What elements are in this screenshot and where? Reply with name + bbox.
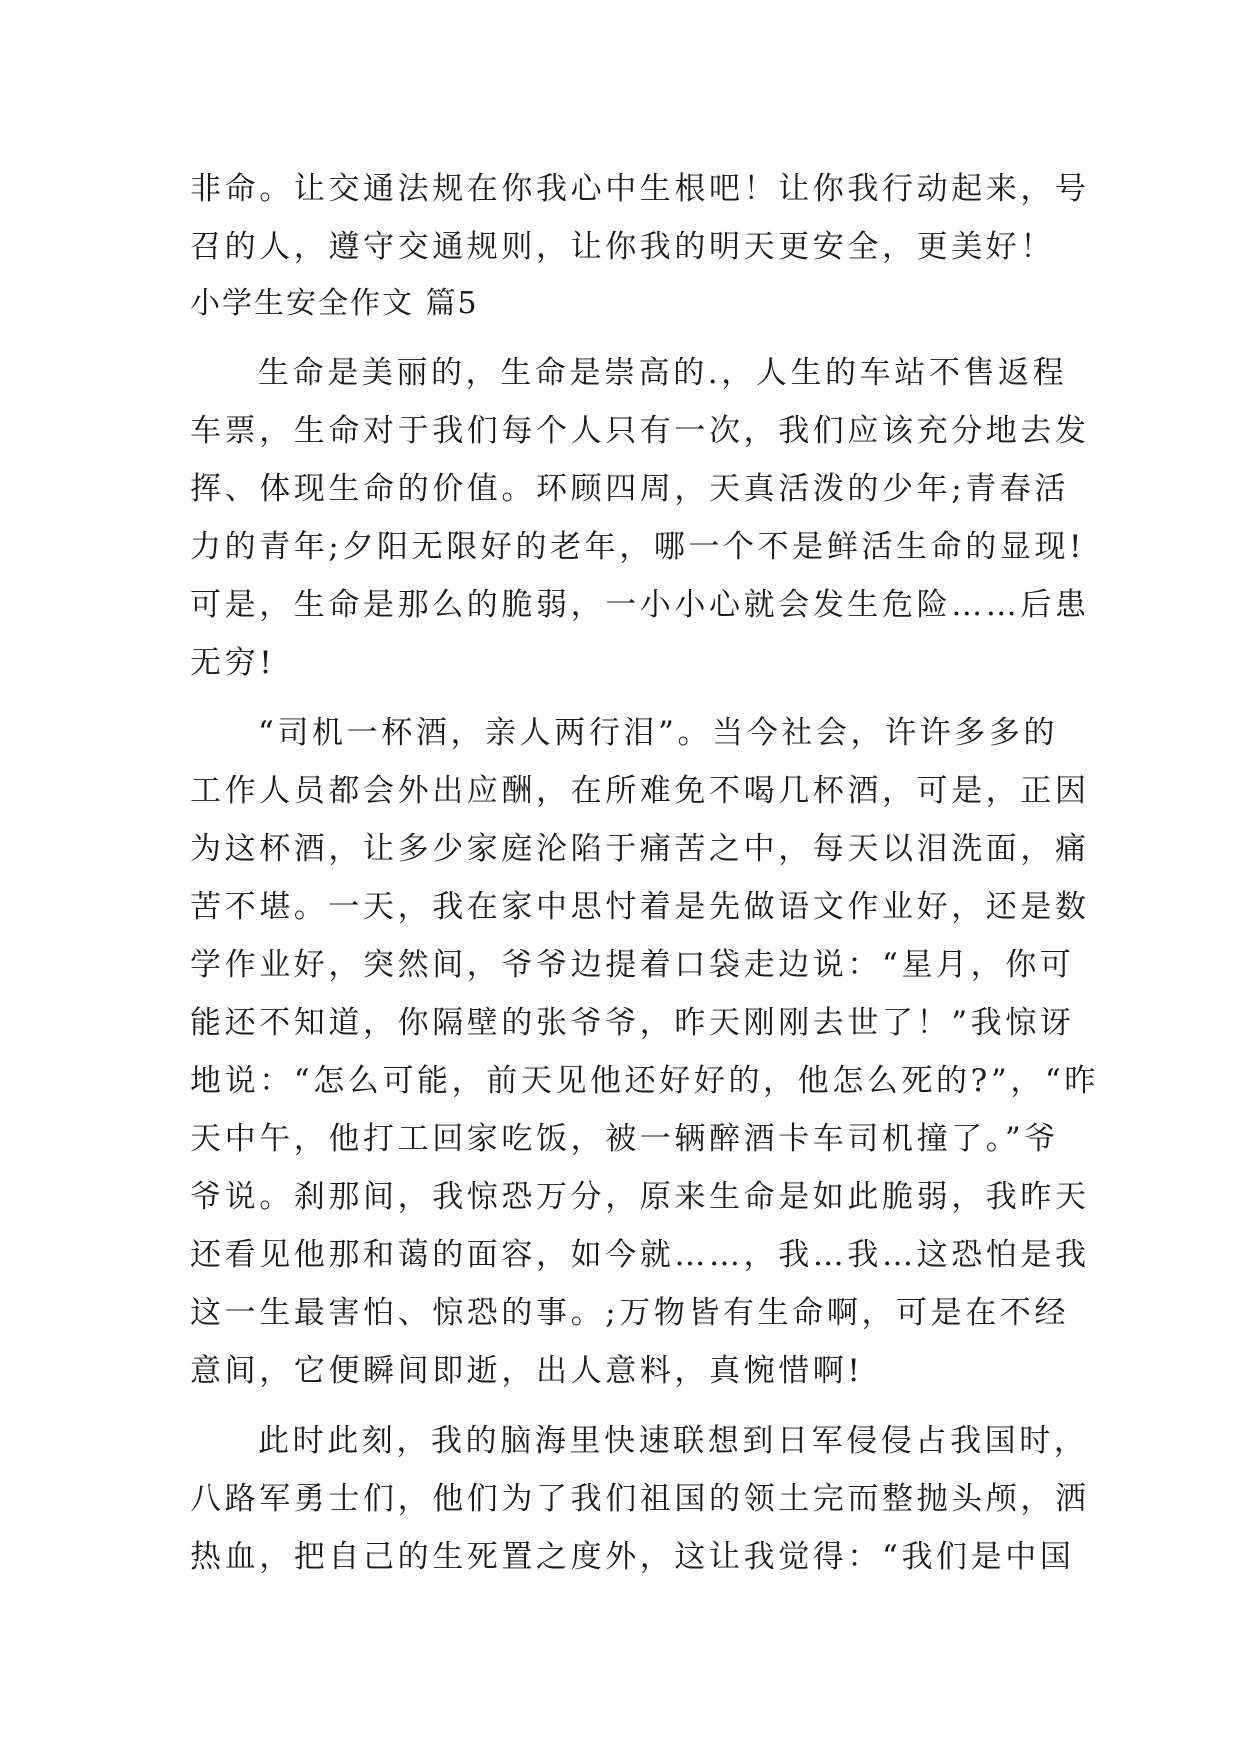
paragraph-3	[190, 1412, 1090, 1586]
text-line: 这一生最害怕、惊恐的事。;万物皆有生命啊，可是在不经	[190, 1295, 1070, 1331]
text-line: 挥、体现生命的价值。环顾四周，天真活泼的少年;青春活	[190, 471, 1070, 507]
text-line: 意间，它便瞬间即逝，出人意料，真惋惜啊!	[190, 1353, 864, 1389]
section-heading: 小学生安全作文 篇5	[190, 286, 479, 321]
paragraph-spacer	[190, 1400, 1058, 1412]
text-line: 地说：“怎么可能，前天见他还好好的，他怎么死的?”，“昨	[190, 1063, 1099, 1099]
paragraph-spacer	[190, 332, 1058, 344]
text-line: 可是，生命是那么的脆弱，一小小心就会发生危险……后患	[190, 587, 1090, 623]
text-line: 此时此刻，我的脑海里快速联想到日军侵侵占我国时，	[258, 1423, 1089, 1459]
text-line: 非命。让交通法规在你我心中生根吧！让你我行动起来，号	[190, 171, 1090, 207]
text-line: 爷说。刹那间，我惊恐万分，原来生命是如此脆弱，我昨天	[190, 1179, 1090, 1215]
text-line: 还看见他那和蔼的面容，如今就……，我…我…这恐怕是我	[190, 1237, 1090, 1273]
text-line: 力的青年;夕阳无限好的老年，哪一个不是鲜活生命的显现!	[190, 529, 1086, 565]
text-line: 学作业好，突然间，爷爷边提着口袋走边说：“星月，你可	[190, 947, 1075, 983]
paragraph-spacer	[190, 692, 1058, 704]
document-body	[190, 160, 1099, 1586]
text-line: 八路军勇士们，他们为了我们祖国的领土完而整抛头颅，洒	[190, 1481, 1090, 1517]
paragraph-1	[190, 344, 1090, 692]
text-line: 热血，把自己的生死置之度外，这让我觉得：“我们是中国	[190, 1539, 1075, 1575]
text-line: “司机一杯酒，亲人两行泪”。当今社会，许许多多的	[258, 715, 1059, 751]
text-line: 天中午，他打工回家吃饭，被一辆醉酒卡车司机撞了。”爷	[190, 1121, 1059, 1157]
text-line: 召的人，遵守交通规则，让你我的明天更安全，更美好！	[190, 229, 1055, 265]
text-line: 生命是美丽的，生命是崇高的.，人生的车站不售返程	[258, 355, 1068, 391]
text-line: 为这杯酒，让多少家庭沦陷于痛苦之中，每天以泪洗面，痛	[190, 831, 1090, 867]
intro-paragraph	[190, 160, 1090, 276]
text-line: 苦不堪。一天，我在家中思忖着是先做语文作业好，还是数	[190, 889, 1090, 925]
text-line: 工作人员都会外出应酬，在所难免不喝几杯酒，可是，正因	[190, 773, 1090, 809]
text-line: 能还不知道，你隔壁的张爷爷，昨天刚刚去世了！”我惊讶	[190, 1005, 1075, 1041]
text-line: 车票，生命对于我们每个人只有一次，我们应该充分地去发	[190, 413, 1090, 449]
text-line: 无穷!	[190, 645, 276, 681]
paragraph-2	[190, 704, 1099, 1400]
